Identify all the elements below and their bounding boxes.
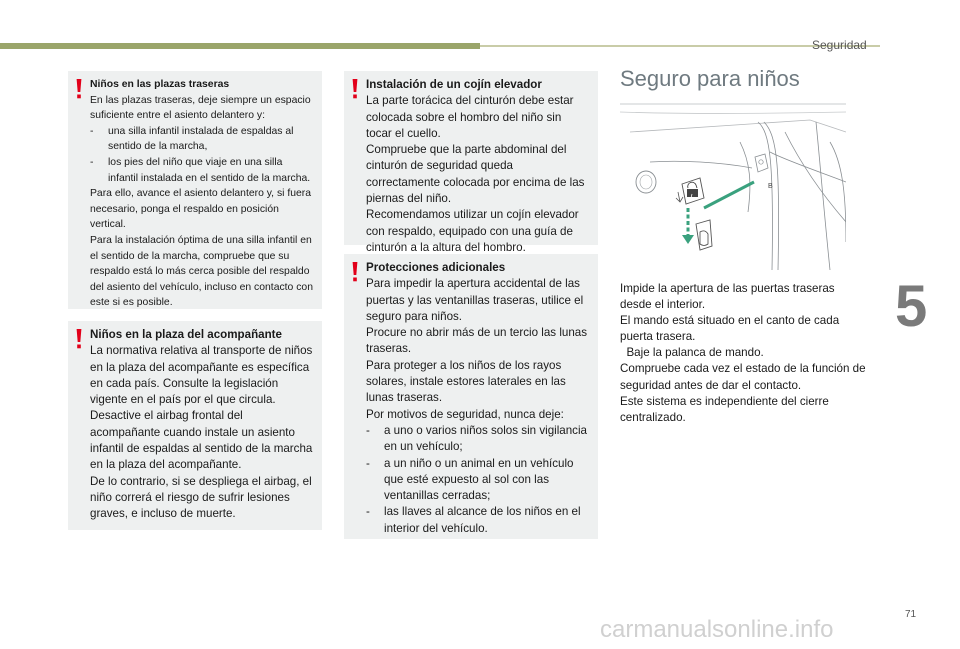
illustration-label: B [768,183,773,190]
box-title: Niños en la plaza del acompañante [90,328,282,341]
warning-box-passenger-seat [68,321,322,530]
box-paragraph: Compruebe que la parte abdominal del cinturón de seguridad queda correctamente colocada por encima de las piernas del niño. [366,143,585,206]
door-bolt-icon [636,171,656,193]
warning-exclamation-icon [351,79,359,99]
box-paragraph: Para impedir la apertura accidental de las puertas y las ventanillas traseras, utilice el seguro para niños. [366,277,584,323]
body-paragraph: Impide la apertura de las puertas traseras desde el interior. [620,282,835,312]
box-paragraph: Procure no abrir más de un tercio las lunas traseras. [366,326,588,356]
lock-symbol-icon [682,178,704,204]
header-accent-bar [0,43,480,49]
lever-icon [696,220,712,250]
child-lock-illustration [620,102,846,270]
box-list [90,124,314,186]
body-paragraph: El mando está situado en el canto de cada puerta trasera. [620,314,840,344]
arrow-icon [704,182,754,208]
warning-box-booster-cushion [344,71,598,254]
warning-exclamation-icon [351,262,359,282]
box-paragraph: Recomendamos utilizar un cojín elevador con respaldo, equipado con una guía de cinturón a la altura del hombro. [366,208,579,254]
box-paragraph: La parte torácica del cinturón debe estar colocada sobre el hombro del niño sin tocar el cuello. [366,94,574,140]
box-title: Niños en las plazas traseras [90,79,230,90]
box-paragraph: Desactive el airbag frontal del acompañante cuando instale un asiento infantil de espaldas al sentido de la marcha en la plaza del acompañante. [90,409,313,472]
list-item: - los pies del niño que viaje en una silla infantil instalada en el sentido de la marcha. [90,155,314,186]
list-item: - una silla infantil instalada de espaldas al sentido de la marcha, [90,124,314,155]
chapter-number: 5 [895,274,928,339]
warning-box-additional-protection [344,254,598,539]
box-paragraph: En las plazas traseras, deje siempre un espacio suficiente entre el asiento delantero y: [90,94,311,122]
body-paragraph: Este sistema es independiente del cierre centralizado. [620,394,829,424]
warning-exclamation-icon [75,329,83,349]
warning-exclamation-icon [75,79,83,99]
warning-box-rear-seats [68,71,322,309]
body-paragraph: Compruebe cada vez el estado de la función de seguridad antes de dar el contacto. [620,362,866,392]
arrow-down-icon [682,235,694,244]
list-item: - a uno o varios niños solos sin vigilancia en un vehículo; [366,423,590,456]
section-label: Seguridad [812,38,867,52]
box-title: Protecciones adicionales [366,261,506,274]
list-item: - a un niño o un animal en un vehículo que esté expuesto al sol con las ventanillas cerradas; [366,456,590,505]
list-item: - las llaves al alcance de los niños en el interior del vehículo. [366,504,590,537]
box-paragraph: Para la instalación óptima de una silla infantil en el sentido de la marcha, compruebe que su respaldo está lo más cerca posible del respaldo del asiento del vehículo, incluso en contacto con este si es posible. [90,234,313,309]
page-title: Seguro para niños [620,66,800,91]
watermark: carmanualsonline.info [600,616,834,643]
box-title: Instalación de un cojín elevador [366,78,542,91]
box-paragraph: Para ello, avance el asiento delantero y, si fuera necesario, ponga el respaldo en posición vertical. [90,188,312,231]
box-paragraph: La normativa relativa al transporte de niños en la plaza del acompañante es específica en cada país. Consulte la legislación vigente en el país por el que circula. [90,344,313,407]
box-paragraph: De lo contrario, si se despliega el airbag, el niño correrá el riesgo de sufrir lesiones graves, e incluso de muerte. [90,474,312,521]
page-number: 71 [905,609,917,620]
body-paragraph [620,345,868,361]
instruction-text: Baje la palanca de mando. [626,346,764,360]
box-list [366,423,590,537]
child-lock-description [620,281,868,426]
box-paragraph: Por motivos de seguridad, nunca deje: [366,407,564,421]
box-paragraph: Para proteger a los niños de los rayos solares, instale estores laterales en las lunas traseras. [366,358,566,405]
